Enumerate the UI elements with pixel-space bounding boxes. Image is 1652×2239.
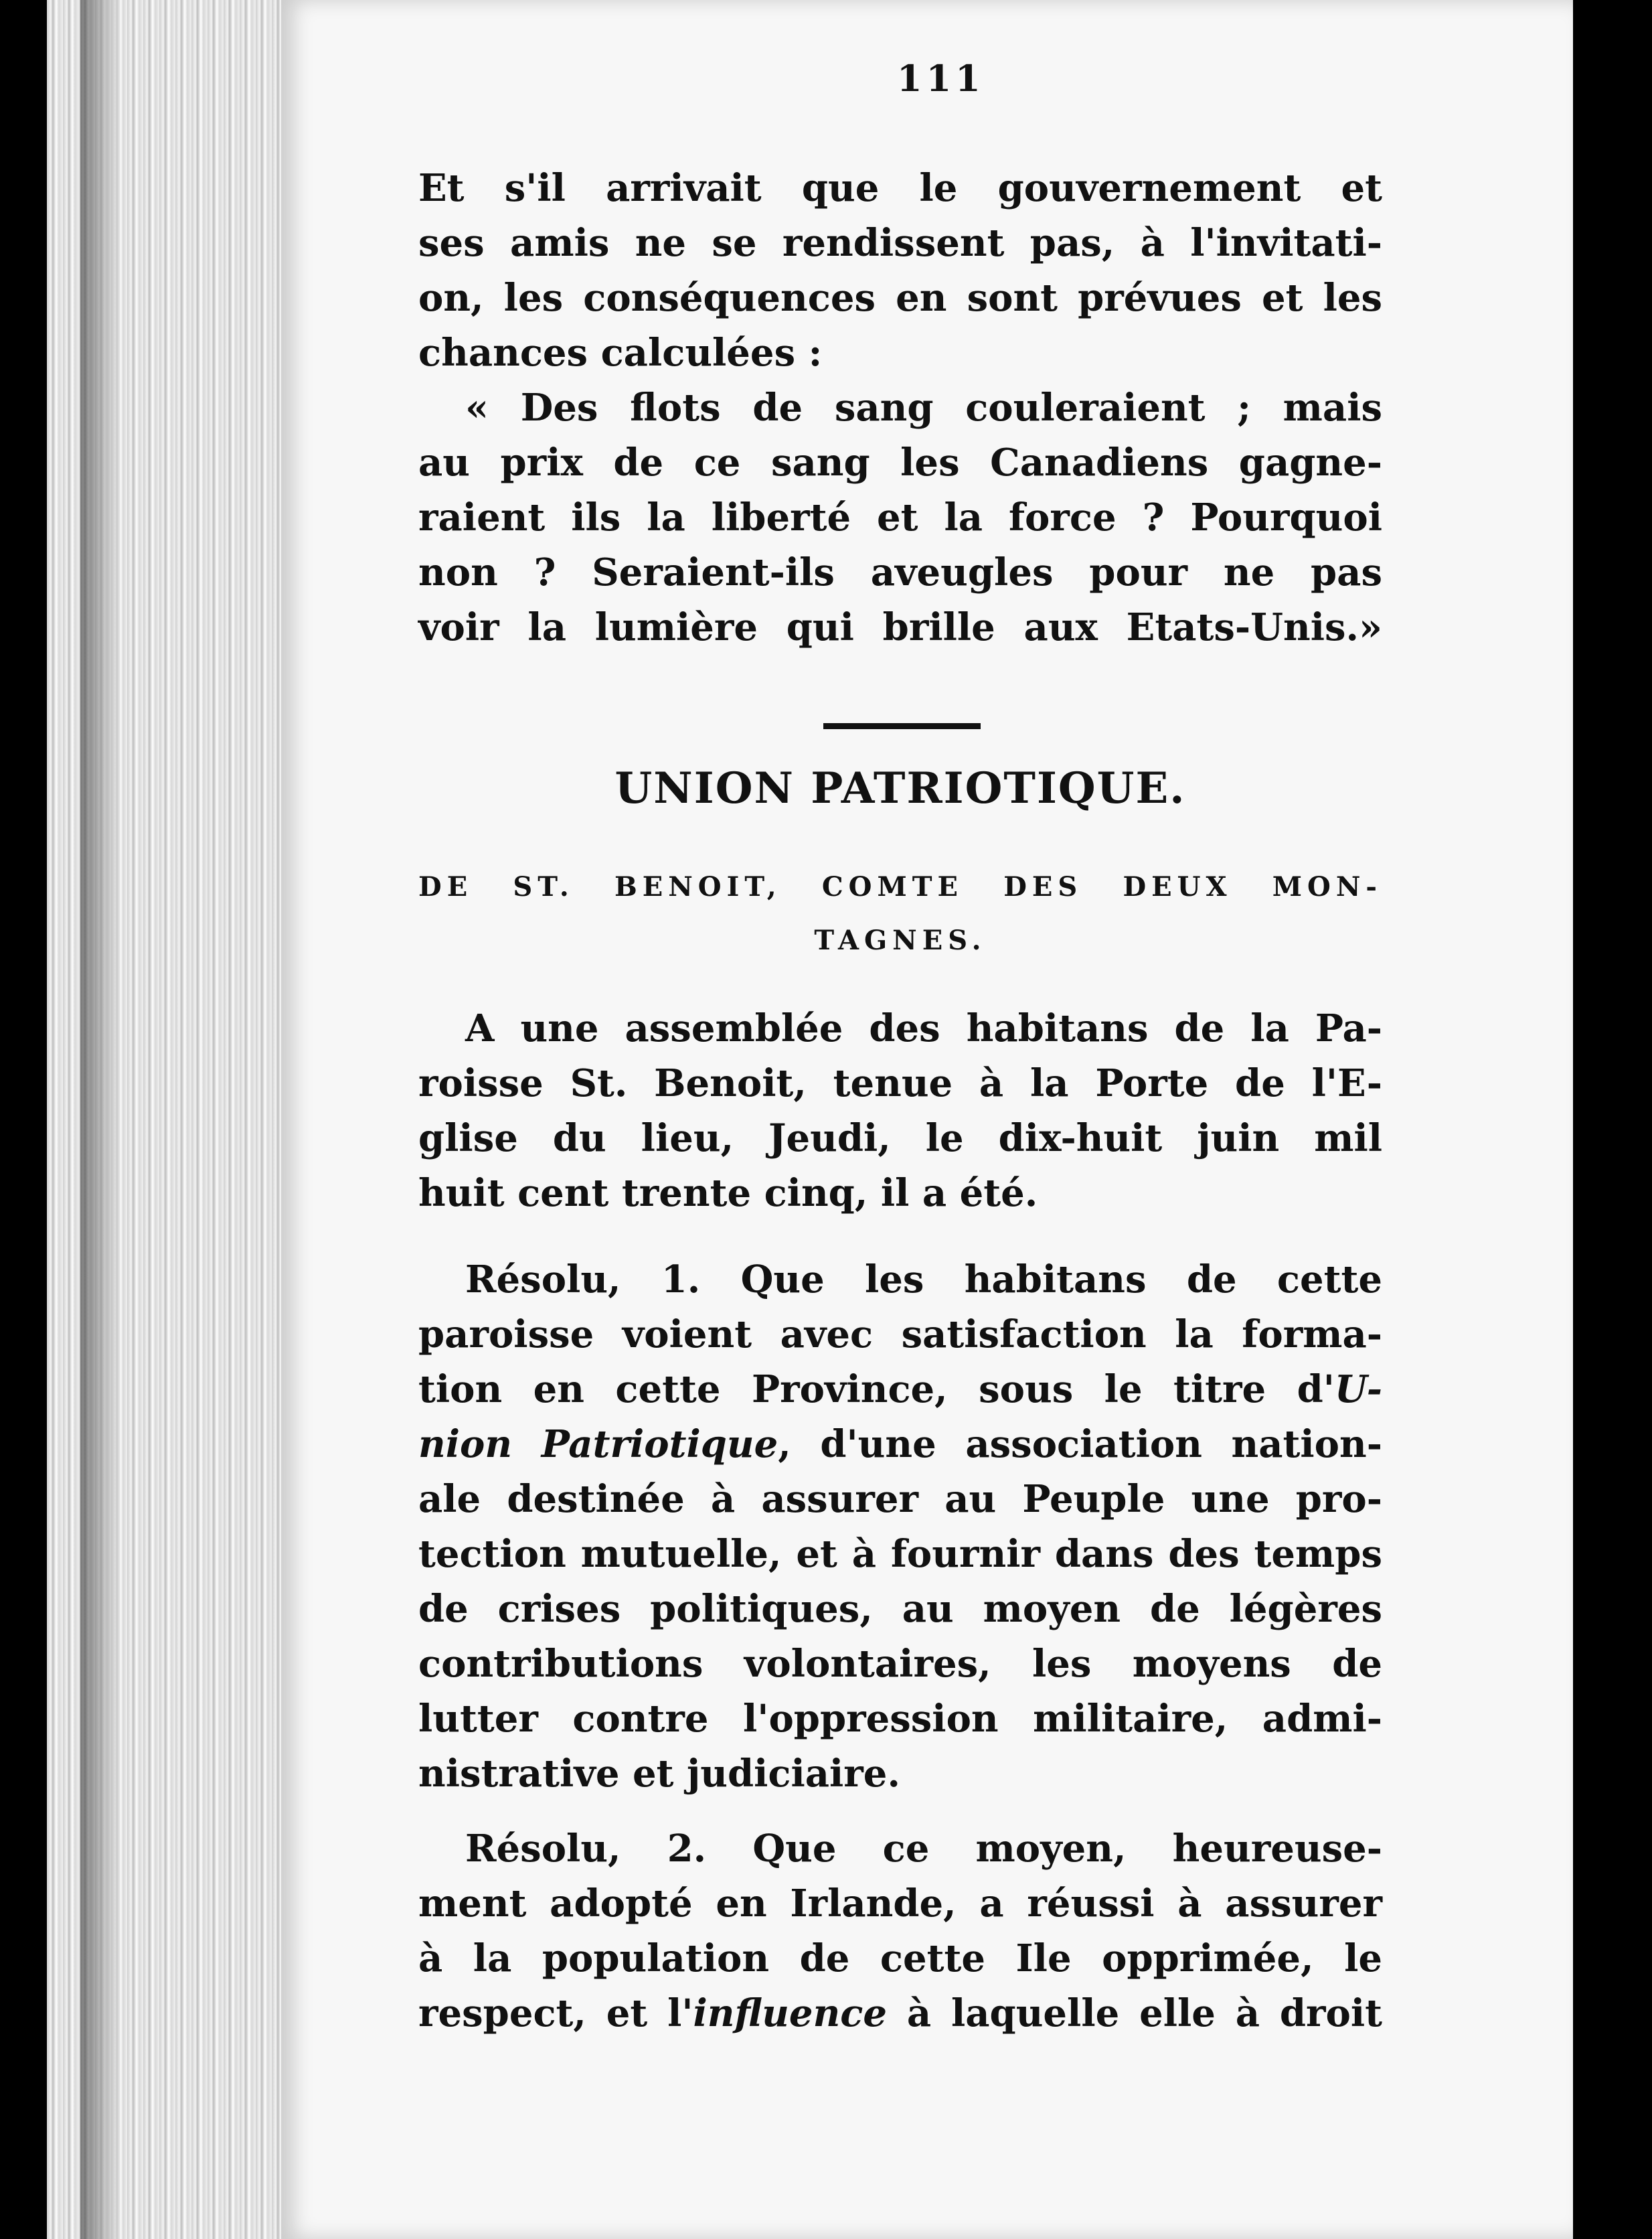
text-line: ale destinée à assurer au Peuple une pro- <box>418 1477 1382 1521</box>
text-line: de crises politiques, au moyen de légères <box>418 1587 1382 1631</box>
text-line <box>418 1986 1382 2041</box>
text-line: « Des flots de sang couleraient ; mais <box>465 386 1382 430</box>
text-line: raient ils la liberté et la force ? Pourquoi <box>418 495 1382 540</box>
text-fragment: à laquelle elle à droit <box>887 1991 1382 2035</box>
italic-fragment: U- <box>1334 1367 1382 1411</box>
text-line: nistrative et judiciaire. <box>418 1752 900 1796</box>
section-title: UNION PATRIOTIQUE. <box>614 763 1186 814</box>
text-line: Et s'il arrivait que le gouvernement et <box>418 166 1382 210</box>
text-line <box>418 1362 1382 1417</box>
text-line: on, les conséquences en sont prévues et les <box>418 276 1382 320</box>
text-line: au prix de ce sang les Canadiens gagne- <box>418 441 1382 485</box>
gutter-shadow <box>80 0 120 2239</box>
text-fragment: tion en cette Province, sous le titre d' <box>418 1367 1335 1411</box>
text-line: voir la lumière qui brille aux Etats-Unis.» <box>418 605 1382 649</box>
resolution-1 <box>418 1252 1382 1801</box>
text-line: contributions volontaires, les moyens de <box>418 1642 1382 1686</box>
text-line: paroisse voient avec satisfaction la forma- <box>418 1312 1382 1357</box>
text-line <box>418 1417 1382 1472</box>
text-line: huit cent trente cinq, il a été. <box>418 1171 1038 1215</box>
text-line: A une assemblée des habitans de la Pa- <box>465 1006 1382 1051</box>
scan-right-border <box>1573 0 1652 2239</box>
text-line: Résolu, 2. Que ce moyen, heureuse- <box>465 1827 1382 1871</box>
text-line: non ? Seraient-ils aveugles pour ne pas <box>418 550 1382 595</box>
subtitle-line: DE ST. BENOIT, COMTE DES DEUX MON- <box>418 871 1382 903</box>
text-line: Résolu, 1. Que les habitans de cette <box>465 1257 1382 1302</box>
text-fragment: , d'une association nation- <box>778 1422 1382 1466</box>
text-fragment: respect, et l' <box>418 1991 693 2035</box>
text-line: à la population de cette Ile opprimée, le <box>418 1936 1382 1981</box>
section-subtitle <box>418 860 1382 968</box>
subtitle-line: TAGNES. <box>814 925 987 956</box>
text-line: ses amis ne se rendissent pas, à l'invitati- <box>418 221 1382 265</box>
text-line: lutter contre l'oppression militaire, admi- <box>418 1697 1382 1741</box>
resolution-2 <box>418 1821 1382 2041</box>
text-line: roisse St. Benoit, tenue à la Porte de l'E- <box>418 1061 1382 1105</box>
text-line: ment adopté en Irlande, a réussi à assurer <box>418 1881 1382 1926</box>
opening-text <box>418 161 1382 655</box>
italic-fragment: influence <box>693 1991 888 2035</box>
section-divider <box>823 723 981 729</box>
page-number: 111 <box>897 57 985 100</box>
text-line: tection mutuelle, et à fournir dans des temps <box>418 1532 1382 1576</box>
italic-fragment: nion Patriotique <box>418 1422 778 1466</box>
text-line: chances calculées : <box>418 331 823 375</box>
assembly-paragraph <box>418 1001 1382 1221</box>
text-line: glise du lieu, Jeudi, le dix-huit juin mil <box>418 1116 1382 1160</box>
